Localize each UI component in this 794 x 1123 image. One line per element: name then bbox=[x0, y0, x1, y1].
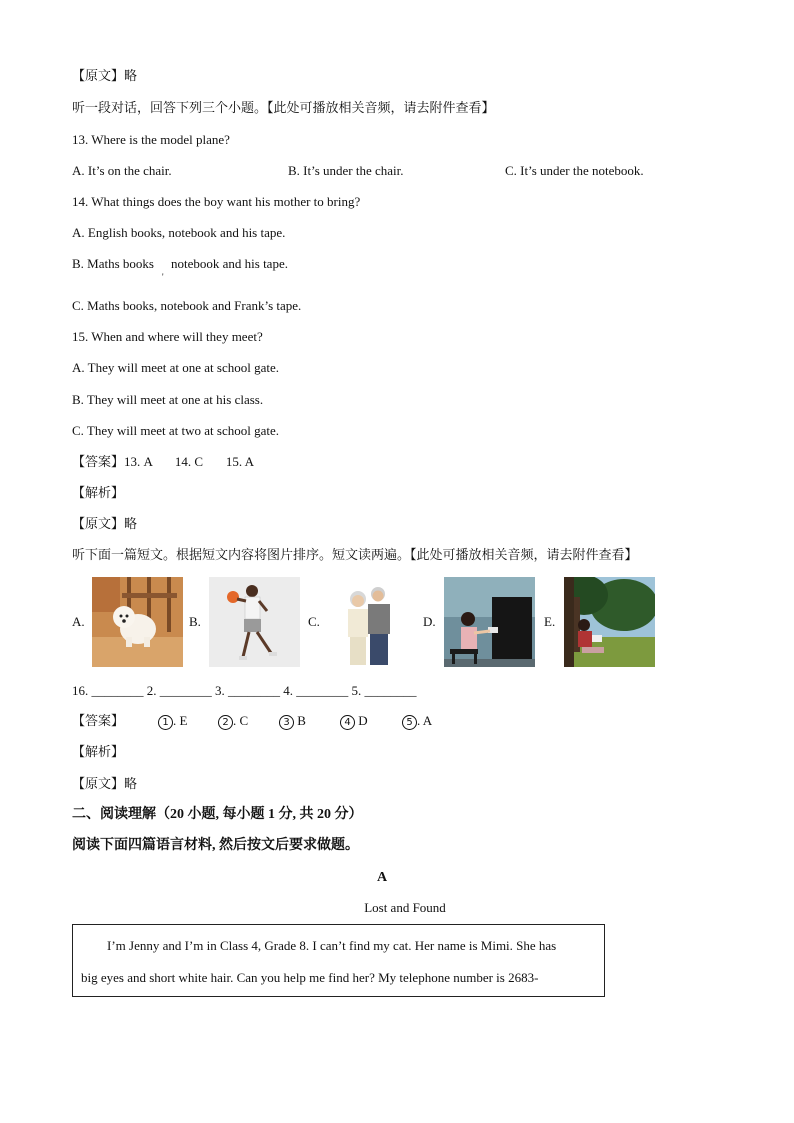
picture-tree-reading bbox=[564, 577, 655, 667]
question-13: 13. Where is the model plane? bbox=[72, 132, 230, 147]
answer-2-item bbox=[279, 713, 306, 730]
q15-option-c: C. They will meet at two at school gate. bbox=[72, 423, 279, 438]
passage-title: Lost and Found bbox=[364, 900, 446, 915]
circled-number: 1 bbox=[158, 715, 173, 730]
picture-piano-girl bbox=[444, 577, 535, 667]
answer-blanks: 16. ________ 2. ________ 3. ________ 4. ________ 5. ________ bbox=[72, 683, 417, 698]
q15-option-a: A. They will meet at one at school gate. bbox=[72, 360, 279, 375]
passage-box bbox=[72, 924, 605, 997]
answer-2-item bbox=[158, 713, 187, 730]
listening-instruction-1: 听一段对话，回答下列三个小题。【此处可播放相关音频，请去附件查看】 bbox=[72, 100, 495, 115]
answer-2-value: . C bbox=[233, 713, 249, 728]
picture-label-d: D. bbox=[423, 614, 436, 629]
yuanwen-3: 【原文】略 bbox=[72, 776, 138, 791]
comma-mark: ' bbox=[162, 272, 164, 282]
passage-line-2: big eyes and short white hair. Can you help me find her? My telephone number is 2683- bbox=[81, 970, 539, 985]
q13-option-c: C. It’s under the notebook. bbox=[505, 163, 644, 178]
picture-label-b: B. bbox=[189, 614, 201, 629]
section-2-instruction: 阅读下面四篇语言材料, 然后按文后要求做题。 bbox=[72, 838, 359, 853]
circled-number: 4 bbox=[340, 715, 355, 730]
yuanwen-2: 【原文】略 bbox=[72, 516, 138, 531]
picture-puppy bbox=[92, 577, 183, 667]
picture-label-a: A. bbox=[72, 614, 85, 629]
section-2-heading: 二、阅读理解（20 小题, 每小题 1 分, 共 20 分） bbox=[72, 807, 363, 822]
jiexi-1: 【解析】 bbox=[72, 485, 125, 500]
answer-2-value: . A bbox=[417, 713, 433, 728]
answer-2-value: B bbox=[294, 713, 306, 728]
q14-option-c: C. Maths books, notebook and Frank’s tape. bbox=[72, 298, 302, 313]
picture-label-e: E. bbox=[544, 614, 556, 629]
passage-line-1: I’m Jenny and I’m in Class 4, Grade 8. I can’t find my cat. Her name is Mimi. She has bbox=[107, 938, 557, 953]
jiexi-2: 【解析】 bbox=[72, 744, 125, 759]
yuanwen-1: 【原文】略 bbox=[72, 68, 138, 83]
q15-option-b: B. They will meet at one at his class. bbox=[72, 392, 264, 407]
picture-elderly-couple bbox=[328, 577, 419, 667]
circled-number: 3 bbox=[279, 715, 294, 730]
q13-option-a: A. It’s on the chair. bbox=[72, 163, 172, 178]
listening-instruction-2: 听下面一篇短文。根据短文内容将图片排序。短文读两遍。【此处可播放相关音频，请去附件查看】 bbox=[72, 547, 638, 562]
answer-2-item bbox=[218, 713, 248, 730]
circled-number: 5 bbox=[402, 715, 417, 730]
answer-1: 【答案】13. A 14. C 15. A bbox=[72, 454, 255, 469]
answer-2-label: 【答案】 bbox=[72, 713, 125, 728]
q14-option-a: A. English books, notebook and his tape. bbox=[72, 225, 286, 240]
answer-2-value: D bbox=[355, 713, 368, 728]
question-15: 15. When and where will they meet? bbox=[72, 329, 263, 344]
picture-label-c: C. bbox=[308, 614, 320, 629]
circled-number: 2 bbox=[218, 715, 233, 730]
picture-basketball-man bbox=[209, 577, 300, 667]
answer-2-item bbox=[402, 713, 432, 730]
answer-2-value: . E bbox=[173, 713, 188, 728]
answer-2-item bbox=[340, 713, 368, 730]
q13-option-b: B. It’s under the chair. bbox=[288, 163, 404, 178]
passage-letter: A bbox=[376, 870, 388, 885]
q14-option-b-cont: notebook and his tape. bbox=[171, 256, 288, 271]
question-14: 14. What things does the boy want his mother to bring? bbox=[72, 194, 361, 209]
q14-option-b: B. Maths books bbox=[72, 256, 154, 271]
